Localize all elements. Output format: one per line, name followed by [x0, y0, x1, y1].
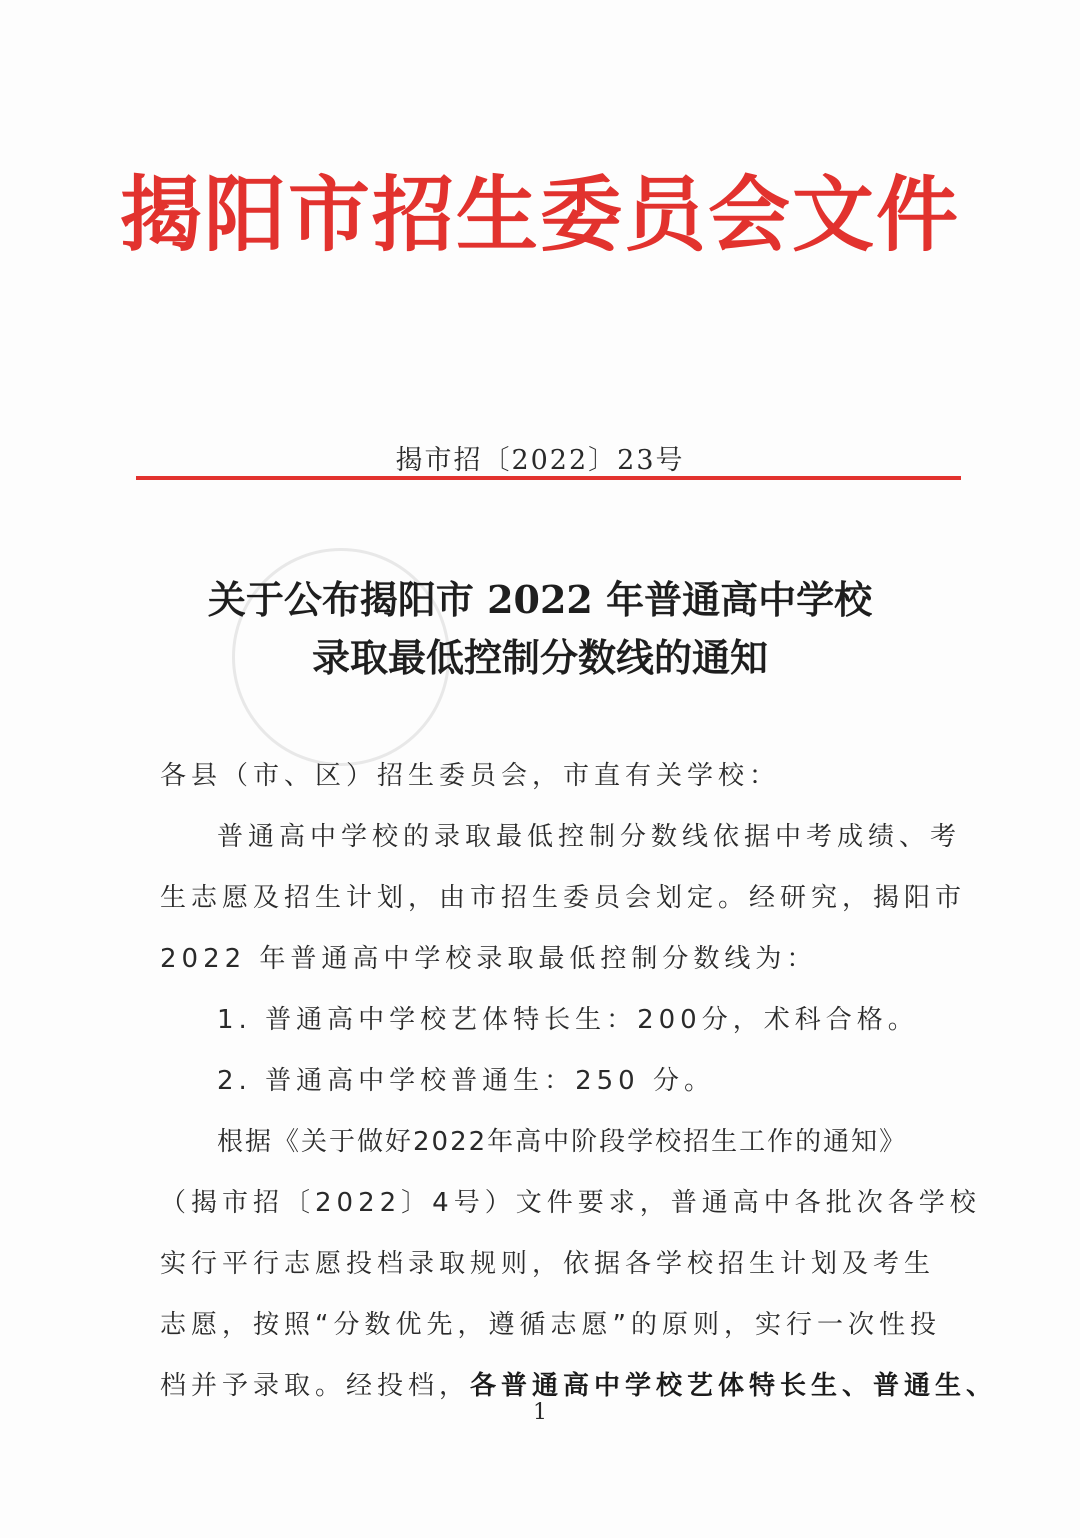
- body-paragraph-last-line: [160, 1365, 997, 1402]
- body-paragraph-line: 生志愿及招生计划，由市招生委员会划定。经研究，揭阳市: [160, 883, 967, 913]
- body-paragraph-line: （揭市招〔2022〕4号）文件要求，普通高中各批次各学校: [160, 1188, 981, 1218]
- notice-title-line-2: 录取最低控制分数线的通知: [311, 635, 768, 680]
- score-item-general: 2. 普通高中学校普通生：250 分。: [217, 1066, 715, 1096]
- header-title: 揭阳市招生委员会文件: [119, 167, 960, 263]
- document-number: 揭市招〔2022〕23号: [395, 445, 685, 476]
- body-paragraph-line: 志愿，按照“分数优先，遵循志愿”的原则，实行一次性投: [160, 1310, 941, 1340]
- last-line-normal-text: 档并予录取。经投档，: [160, 1371, 471, 1401]
- red-divider-line: [136, 476, 961, 480]
- body-paragraph-line: 实行平行志愿投档录取规则，依据各学校招生计划及考生: [160, 1249, 936, 1279]
- notice-title-line-1: 关于公布揭阳市 2022 年普通高中学校: [207, 577, 873, 622]
- body-paragraph-line: 普通高中学校的录取最低控制分数线依据中考成绩、考: [217, 822, 962, 852]
- salutation-line: 各县（市、区）招生委员会，市直有关学校：: [160, 761, 781, 791]
- last-line-bold-text: 各普通高中学校艺体特长生、普通生、: [470, 1371, 998, 1401]
- body-paragraph-line: 2022 年普通高中学校录取最低控制分数线为：: [160, 944, 818, 974]
- page-number: 1: [533, 1400, 547, 1425]
- body-paragraph-line: 根据《关于做好2022年高中阶段学校招生工作的通知》: [217, 1127, 908, 1157]
- score-item-art-sports: 1. 普通高中学校艺体特长生：200分，术科合格。: [217, 1005, 919, 1035]
